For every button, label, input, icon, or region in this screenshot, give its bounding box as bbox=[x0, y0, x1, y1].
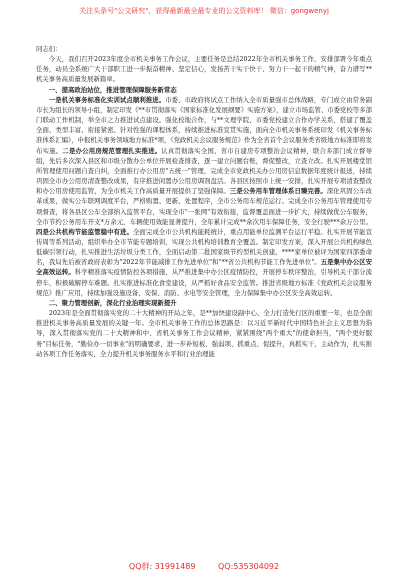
salutation: 同志们： bbox=[36, 45, 62, 53]
section-2-heading: 二、聚力管理创新，深化行业治理实现新提升 bbox=[48, 298, 177, 307]
document-body bbox=[36, 44, 372, 542]
footer-qq: QQ:535304092 bbox=[218, 562, 280, 571]
subheading-2: 二是办公用房规范管理扎实推进。 bbox=[62, 146, 162, 155]
paragraph-3-text: 深化巩固公车改革成果，做实公车联网调度平台，严格购置、更新、处置程序，全市公务用车规范运行。完成全市公务用车管理使用专项督查，将各县区公车全部纳入监管平台，实现全市"一张网"有效衔接，监督覆盖面进一步扩大，持续做优公车服务，全市节约公务用车开支*万余元，车辆使用效能显著提升，全年累计完成**余次用车保障任务，安全行驶***余万公里。 bbox=[36, 187, 372, 226]
paragraph-5-text: 科学精准落实疫情防控各项措施，从严推进集中办公区疫情防控，开展停车秩序整治，引导机关干部分流停车，积极破解停车难题。扎实推进标准化食堂建设，从严抓好食品安全监管。推进省级地方标准《党政机关会议服务规范》推广应用，持续加强设施设备、安保、消防、水电等安全管理，全力保障集中办公区安全高效运转。 bbox=[36, 268, 372, 297]
header-banner: 关注头条号"公文研究"，获得最新最全最专业的公文资料库！ 微信：gongwenyj bbox=[79, 7, 329, 15]
subheading-5: 五是集中办公区安全高效运转。 bbox=[36, 258, 372, 277]
subheading-1: 一是机关事务标准化实训试点顺利推进。 bbox=[48, 95, 166, 104]
section-1-paragraph-1 bbox=[36, 95, 372, 298]
paragraph-4-text: 全面完成全市公共机构能耗统计，重点用能单位监测平台运行平稳。扎实开展节能宣传周等系列活动，组织举办全市节能专题培训，实现公共机构培训教育全覆盖。制定印发方案，深入开展公共机构绿色低碳引领行动，扎实推进生活垃圾分类工作，全面启动第二批国家级节约型机关创建，****家单位被评为国家四部委命名，我局先后被省政府表彰为"2022年节能减排工作先进单位"和"**省公共机构节能工作先进单位"。 bbox=[36, 227, 372, 267]
intro-paragraph: 今天，我们召开2023年度全市机关事务工作会议，主要任务是总结2022年全市机关事务工作，安排部署今年重点任务，动员全系统广大干部职工进一步振奋精神、坚定信心，发扬苦干实干快干、努力干一起干的精气神，奋力谱写**机关事务高质量发展新篇章。 bbox=[36, 55, 372, 84]
footer-qq-group: QQ群: 31991489 bbox=[128, 562, 196, 571]
subheading-3: 三是公务用车管理体系日臻完善。 bbox=[229, 187, 327, 196]
section-1-heading: 一、提高政治站位，推进管理保障服务新常态 bbox=[48, 85, 177, 94]
paragraph-2-text: 认真贯彻落实全国、省市自建房专项整治会议精神，联合多部门成立督导组，先后多次深入县区和市级分散办公单位开展检查排查，逐一建立问题台账，督促整改，立查立改。扎实开展楼堂馆所管理使用问题自查自纠，全面推行办公用房"五统一"管理，完成全市党政机关办公用房信息数据年度统计报送，持续巩固全市办公用房清查整改成果，有序推进闲置办公用房调剂盘活。各县区按照市上统一安排，扎实开展专项清查整改和办公用房使用监管，为全市机关工作高质量开展提供了坚强保障。 bbox=[36, 146, 372, 196]
footer-contact bbox=[0, 562, 408, 572]
section-2-paragraph-1: 2023年是全面贯彻落实党的二十大精神的开局之年，是**加快建设副中心、全力打造先行区的重要一年，也是全面推进机关事务高质量发展的关键一年。全市机关事务工作的总体思路是：以习近平新时代中国特色社会主义思想为指导，深入贯彻落实党的二十大精神和中、省机关事务工作会议精神，紧紧围绕"两个重大"的使命担当，"两个更好服务"目标任务，"勤俭办一切事业"的明确要求，进一步补短板、强弱项、抓重点、促提升，真抓实干，主动作为，扎实推动各项工作任务落实，全力提升机关事务服务水平和行业治理能 bbox=[36, 309, 372, 358]
paragraph-1-text: 市委、市政府将试点工作纳入全市质量强市总体战略，专门成立由常务副市长为组长的领导小组，制定印发《**市贯彻落实《国家标准化发展纲要》实施方案》，建立市场监管、市委党校等多部门联动工作机制，举全市之力推进试点建设。强化校地合作，与**文理学院、市委党校建立合作办学关系，搭建了覆盖全面、类型丰富、衔接紧密、针对性强的课程体系，持续推进标准宣贯实施，面向全市机关事务系统印发《机关事务标准体系汇编》，申报机关事务领域地方标准*项，《党政机关会议服务规范》作为全省首个会议服务类省级地方标准即将发布实施。 bbox=[36, 95, 372, 155]
subheading-4: 四是公共机构节能监管稳中有进。 bbox=[36, 227, 133, 236]
